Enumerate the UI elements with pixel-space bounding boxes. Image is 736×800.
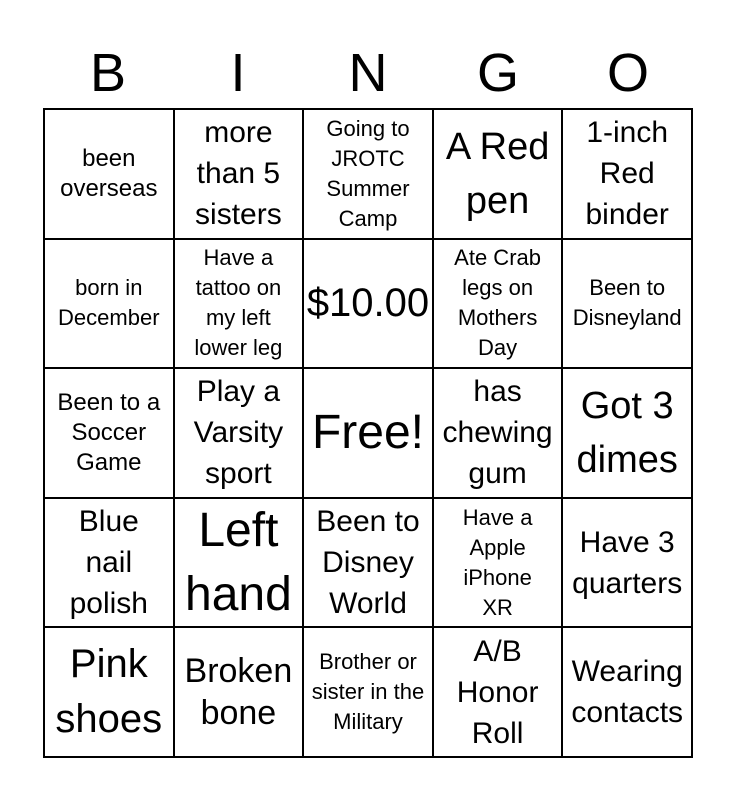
bingo-cell[interactable] [562, 109, 692, 239]
cell-text: A/B Honor Roll [456, 634, 539, 750]
cell-text: Wearing contacts [571, 655, 684, 730]
cell-text: Have 3 quarters [572, 525, 683, 600]
bingo-card-grid [43, 108, 693, 758]
bingo-cell[interactable] [562, 368, 692, 498]
cell-text: Going to JROTC Summer Camp [326, 115, 410, 231]
bingo-cell[interactable] [433, 239, 563, 369]
bingo-cell[interactable] [303, 368, 433, 498]
bingo-header [43, 38, 693, 108]
cell-text: Pink shoes [55, 642, 163, 742]
header-letter-g: G [476, 43, 519, 103]
bingo-cell[interactable] [174, 368, 304, 498]
cell-text: Got 3 dimes [576, 384, 678, 481]
bingo-cell[interactable] [303, 239, 433, 369]
bingo-cell[interactable] [44, 368, 174, 498]
header-letter-i: I [230, 43, 246, 103]
cell-text: Been to a Soccer Game [57, 388, 161, 476]
header-letter-o: O [606, 43, 649, 103]
bingo-cell[interactable] [174, 239, 304, 369]
bingo-cell[interactable] [303, 109, 433, 239]
cell-text: 1-inch Red binder [585, 116, 669, 232]
bingo-cell[interactable] [44, 109, 174, 239]
cell-text: Been to Disneyland [572, 275, 682, 331]
bingo-cell[interactable] [174, 498, 304, 628]
bingo-cell[interactable] [44, 627, 174, 757]
header-letter-b: B [89, 43, 127, 103]
bingo-cell[interactable] [562, 498, 692, 628]
cell-text: Ate Crab legs on Mothers Day [454, 245, 541, 361]
bingo-cell[interactable] [44, 498, 174, 628]
bingo-cell[interactable] [174, 627, 304, 757]
bingo-cell[interactable] [433, 627, 563, 757]
cell-text: Broken bone [184, 652, 293, 733]
bingo-cell[interactable] [433, 368, 563, 498]
cell-text: $10.00 [306, 280, 430, 325]
cell-text: more than 5 sisters [195, 116, 282, 232]
cell-text: Been to Disney World [316, 505, 420, 621]
cell-text: Blue nail polish [69, 505, 148, 621]
cell-text: A Red pen [445, 125, 550, 222]
header-letter-n: N [348, 43, 388, 103]
bingo-cell[interactable] [174, 109, 304, 239]
cell-text: has chewing gum [442, 375, 553, 491]
cell-text: born in December [58, 275, 160, 331]
cell-text: Play a Varsity sport [193, 375, 284, 491]
bingo-cell[interactable] [562, 239, 692, 369]
bingo-cell[interactable] [44, 239, 174, 369]
cell-text: Free! [311, 405, 424, 459]
cell-text: Brother or sister in the Military [311, 649, 425, 735]
cell-text: Left hand [185, 503, 292, 621]
cell-text: Have a Apple iPhone XR [462, 504, 533, 620]
bingo-cell[interactable] [303, 627, 433, 757]
cell-text: Have a tattoo on my left lower leg [194, 245, 283, 361]
bingo-cell[interactable] [433, 109, 563, 239]
bingo-cell[interactable] [303, 498, 433, 628]
bingo-cell[interactable] [562, 627, 692, 757]
cell-text: been overseas [60, 144, 158, 202]
bingo-cell[interactable] [433, 498, 563, 628]
